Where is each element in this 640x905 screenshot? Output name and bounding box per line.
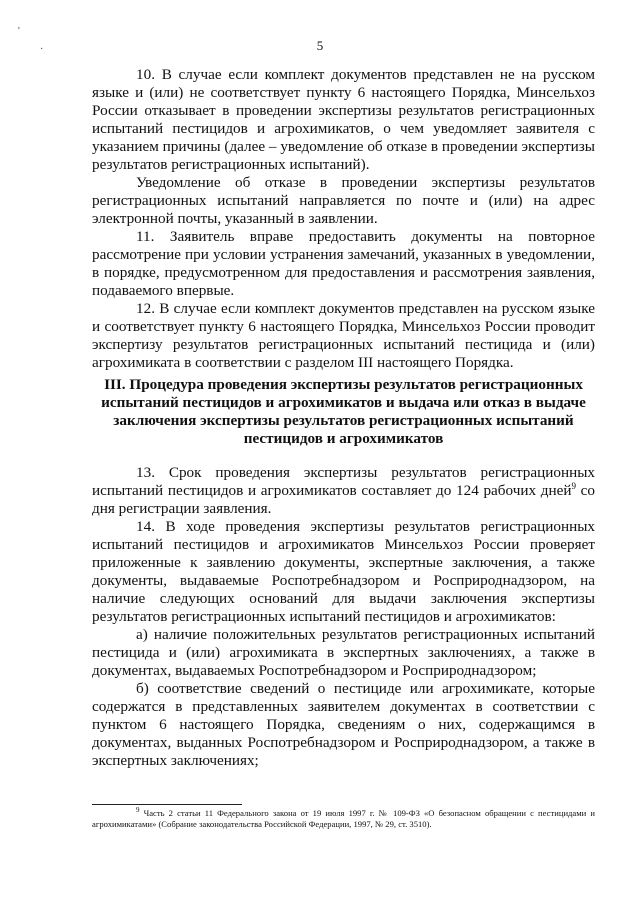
- paragraph-12: 12. В случае если комплект документов представлен на русском языке и соответствует пункту 6 настоящего Порядка, Минсельхоз России проводит экспертизу результатов регистрационных испытаний пестицида и (или) агрохимиката в соответствии с разделом III настоящего Порядка.: [92, 300, 595, 371]
- paragraph-14a: а) наличие положительных результатов регистрационных испытаний пестицида и (или) агрохимиката в экспертных заключениях, а также в документах, выдаваемых Роспотребнадзором и Росприроднадзором;: [92, 626, 595, 679]
- page-number: 5: [316, 38, 324, 53]
- footnote: [92, 808, 595, 830]
- scan-mark: ': [18, 26, 20, 37]
- footnote-number: 9: [136, 806, 140, 815]
- paragraph-14: 14. В ходе проведения экспертизы результатов регистрационных испытаний пестицидов и агрохимикатов Минсельхоз России проверяет приложенные к заявлению документы, экспертные заключения, а также документы, выдаваемые Роспотребнадзором и Росприроднадзором, на наличие следующих оснований для выдачи заключения экспертизы результатов регистрационных испытаний пестицидов и агрохимикатов:: [92, 518, 595, 625]
- footnote-text: Часть 2 статьи 11 Федерального закона от 19 июля 1997 г. № 109-ФЗ «О безопасном обращении с пестицидами и агрохимикатами» (Собрание законодательства Российской Федерации, 1997, № 29, ст. 3510).: [92, 808, 595, 829]
- scan-mark: ·: [40, 44, 44, 55]
- paragraph-11: 11. Заявитель вправе предоставить документы на повторное рассмотрение при условии устранения замечаний, указанных в уведомлении, в порядке, предусмотренном для предоставления и рассмотрения заявления, подаваемого впервые.: [92, 228, 595, 299]
- top-paragraphs: [92, 66, 595, 372]
- paragraph-notification: Уведомление об отказе в проведении экспертизы результатов регистрационных испытаний направляется по почте и (или) на адрес электронной почты, указанный в заявлении.: [92, 174, 595, 227]
- paragraph-13-text-end: со дня регистрации заявления.: [92, 482, 595, 517]
- bottom-paragraphs: [92, 464, 595, 770]
- paragraph-14b: б) соответствие сведений о пестициде или агрохимикате, которые содержатся в представленных заявителем документах в соответствии с пунктом 6 настоящего Порядка, сведениям о них, содержащимся в документах, выданных Роспотребнадзором и Росприроднадзором, а также в экспертных заключениях;: [92, 680, 595, 769]
- footnote-divider: [92, 804, 242, 805]
- footnote-reference: 9: [571, 480, 576, 491]
- paragraph-13: [92, 464, 595, 518]
- section-heading: III. Процедура проведения экспертизы результатов регистрационных испытаний пестицидов и агрохимикатов и выдача или отказ в выдаче заключения экспертизы результатов регистрационных испытаний пестицидов и агрохимикатов: [101, 376, 586, 447]
- paragraph-10: 10. В случае если комплект документов представлен не на русском языке и (или) не соответствует пункту 6 настоящего Порядка, Минсельхоз России отказывает в проведении экспертизы результатов регистрационных испытаний пестицидов и агрохимикатов, о чем уведомляет заявителя с указанием причины (далее – уведомление об отказе в проведении экспертизы результатов регистрационных испытаний).: [92, 66, 595, 173]
- paragraph-13-text: 13. Срок проведения экспертизы результатов регистрационных испытаний пестицидов и агрохимикатов составляет до 124 рабочих дней: [92, 464, 595, 499]
